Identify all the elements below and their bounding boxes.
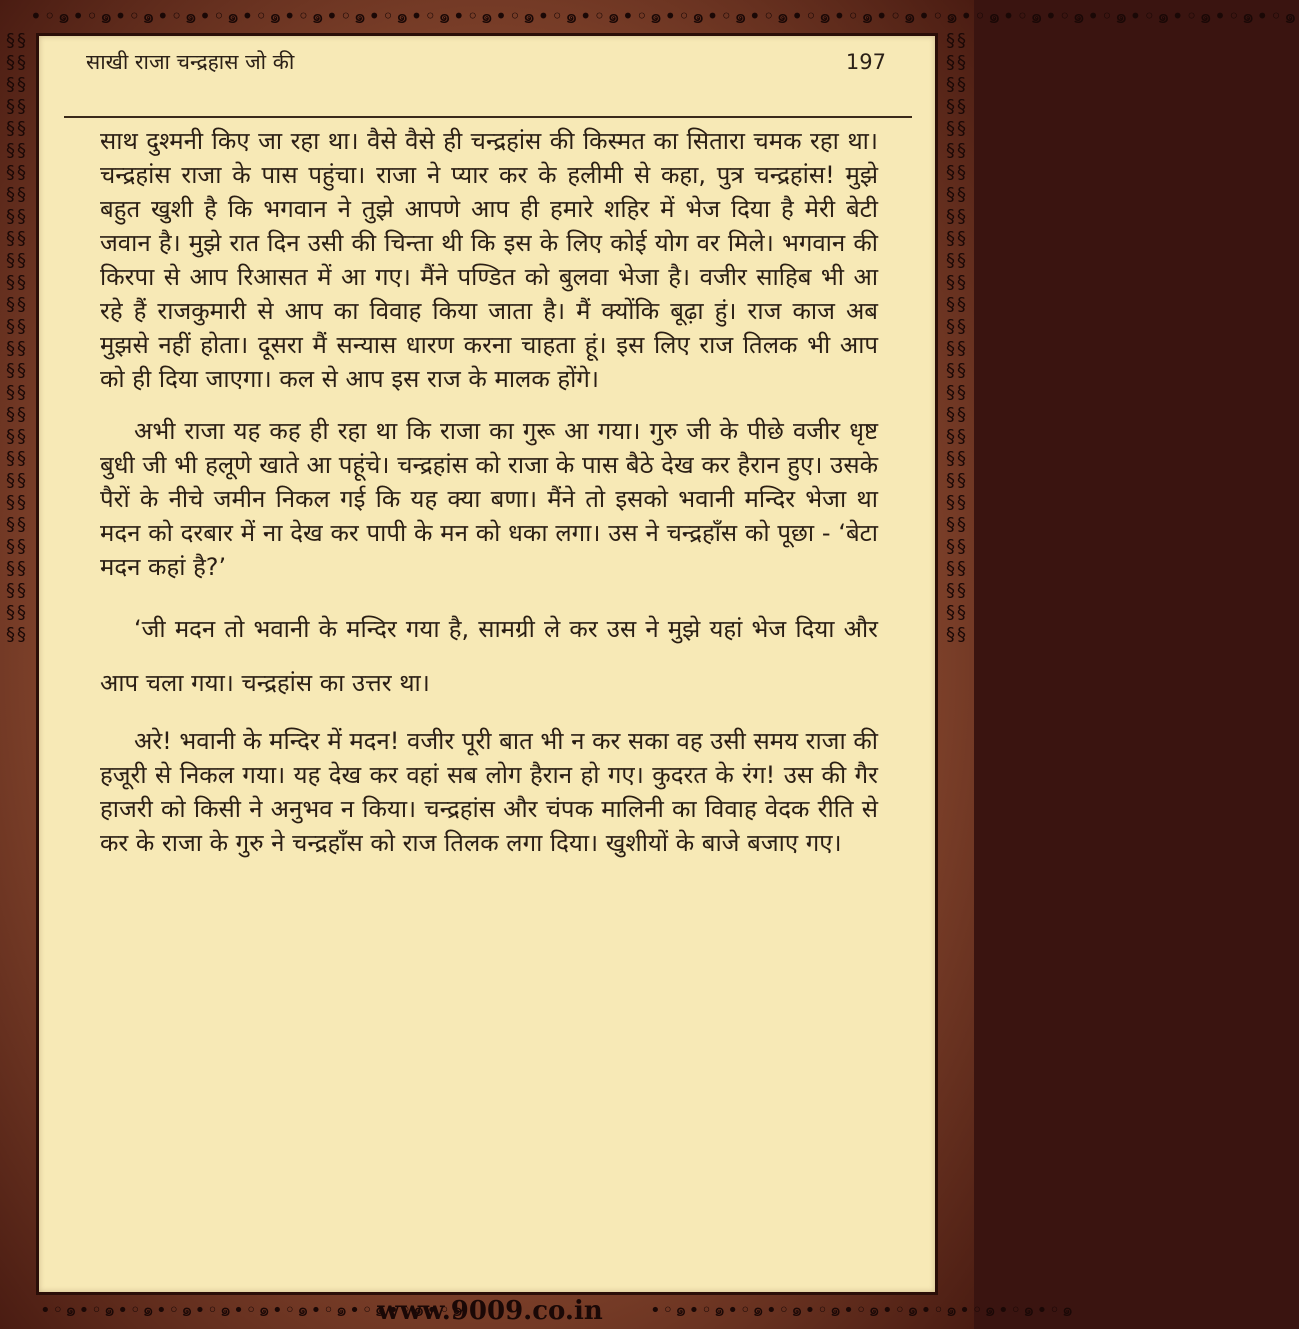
website-url[interactable]: www.9009.co.in — [377, 1296, 603, 1326]
border-ornament-left: §§§§§§§§§§§§§§§§§§§§§§§§§§§§§§§§§§§§§§§§§§§§§§§§§§§§§§§§ — [6, 30, 28, 645]
paragraph-3: ‘जी मदन तो भवानी के मन्दिर गया है, सामग्री ले कर उस ने मुझे यहां भेज दिया और आप चला गया। चन्द्रहांस का उत्तर था। — [100, 615, 878, 697]
header-rule — [64, 116, 912, 118]
running-header — [54, 44, 904, 80]
running-title: साखी राजा चन्द्रहास जो की — [86, 50, 295, 74]
paragraph-1: साथ दुश्मनी किए जा रहा था। वैसे वैसे ही चन्द्रहांस की किस्मत का सितारा चमक रहा था। चन्द्रहांस राजा के पास पहुंचा। राजा ने प्यार कर के हलीमी से कहा, पुत्र चन्द्रहांस! मुझे बहुत खुशी है कि भगवान ने तुझे आपणे आप ही हमारे शहिर में भेज दिया है मेरी बेटी जवान है। मुझे रात दिन उसी की चिन्ता थी कि इस के लिए कोई योग वर मिले। भगवान की किरपा से आप रिआसत में आ गए। मैंने पण्डित को बुलवा भेजा है। वजीर साहिब भी आ रहे हैं राजकुमारी से आप का विवाह किया जाता है। मैं क्योंकि बूढ़ा हुं। राज काज अब मुझसे नहीं होता। दूसरा मैं सन्यास धारण करना चाहता हूं। इस लिए राज तिलक भी आप को ही दिया जाएगा। कल से आप इस राज के मालक होंगे। — [100, 127, 878, 393]
page-number: 197 — [845, 50, 886, 74]
border-ornament-top: •◦๑•◦๑•◦๑•◦๑•◦๑•◦๑•◦๑•◦๑•◦๑•◦๑•◦๑•◦๑•◦๑•◦๑•◦๑•◦๑•◦๑•◦๑•◦๑•◦๑•◦๑•◦๑•◦๑•◦๑•◦๑•◦๑•◦๑•◦๑•◦๑•◦๑ — [30, 4, 1299, 28]
page-body — [100, 124, 878, 860]
border-ornament-bottom-right: •◦๑•◦๑•◦๑•◦๑•◦๑•◦๑•◦๑•◦๑•◦๑•◦๑•◦๑ — [650, 1300, 1076, 1321]
border-ornament-bottom-left: •◦๑•◦๑•◦๑•◦๑•◦๑•◦๑•◦๑•◦๑•◦๑•◦๑•◦๑ — [40, 1300, 466, 1321]
paragraph-4: अरे! भवानी के मन्दिर में मदन! वजीर पूरी बात भी न कर सका वह उसी समय राजा की हजूरी से निकल गया। यह देख कर वहां सब लोग हैरान हो गए। कुदरत के रंग! उस की गैर हाजरी को किसी ने अनुभव न किया। चन्द्रहांस और चंपक मालिनी का विवाह वेदक रीति से कर के राजा के गुरु ने चन्द्रहाँस को राज तिलक लगा दिया। खुशीयों के बाजे बजाए गए। — [100, 727, 878, 857]
paragraph-2: अभी राजा यह कह ही रहा था कि राजा का गुरू आ गया। गुरु जी के पीछे वजीर धृष्ट बुधी जी भी हलूणे खाते आ पहूंचे। चन्द्रहांस को राजा के पास बैठे देख कर हैरान हुए। उसके पैरों के नीचे जमीन निकल गई कि यह क्या बणा। मैंने तो इसको भवानी मन्दिर भेजा था मदन को दरबार में ना देख कर पापी के मन को धका लगा। उस ने चन्द्रहाँस को पूछा - ‘बेटा मदन कहां है?’ — [100, 417, 878, 581]
border-ornament-right: §§§§§§§§§§§§§§§§§§§§§§§§§§§§§§§§§§§§§§§§§§§§§§§§§§§§§§§§ — [946, 30, 968, 645]
